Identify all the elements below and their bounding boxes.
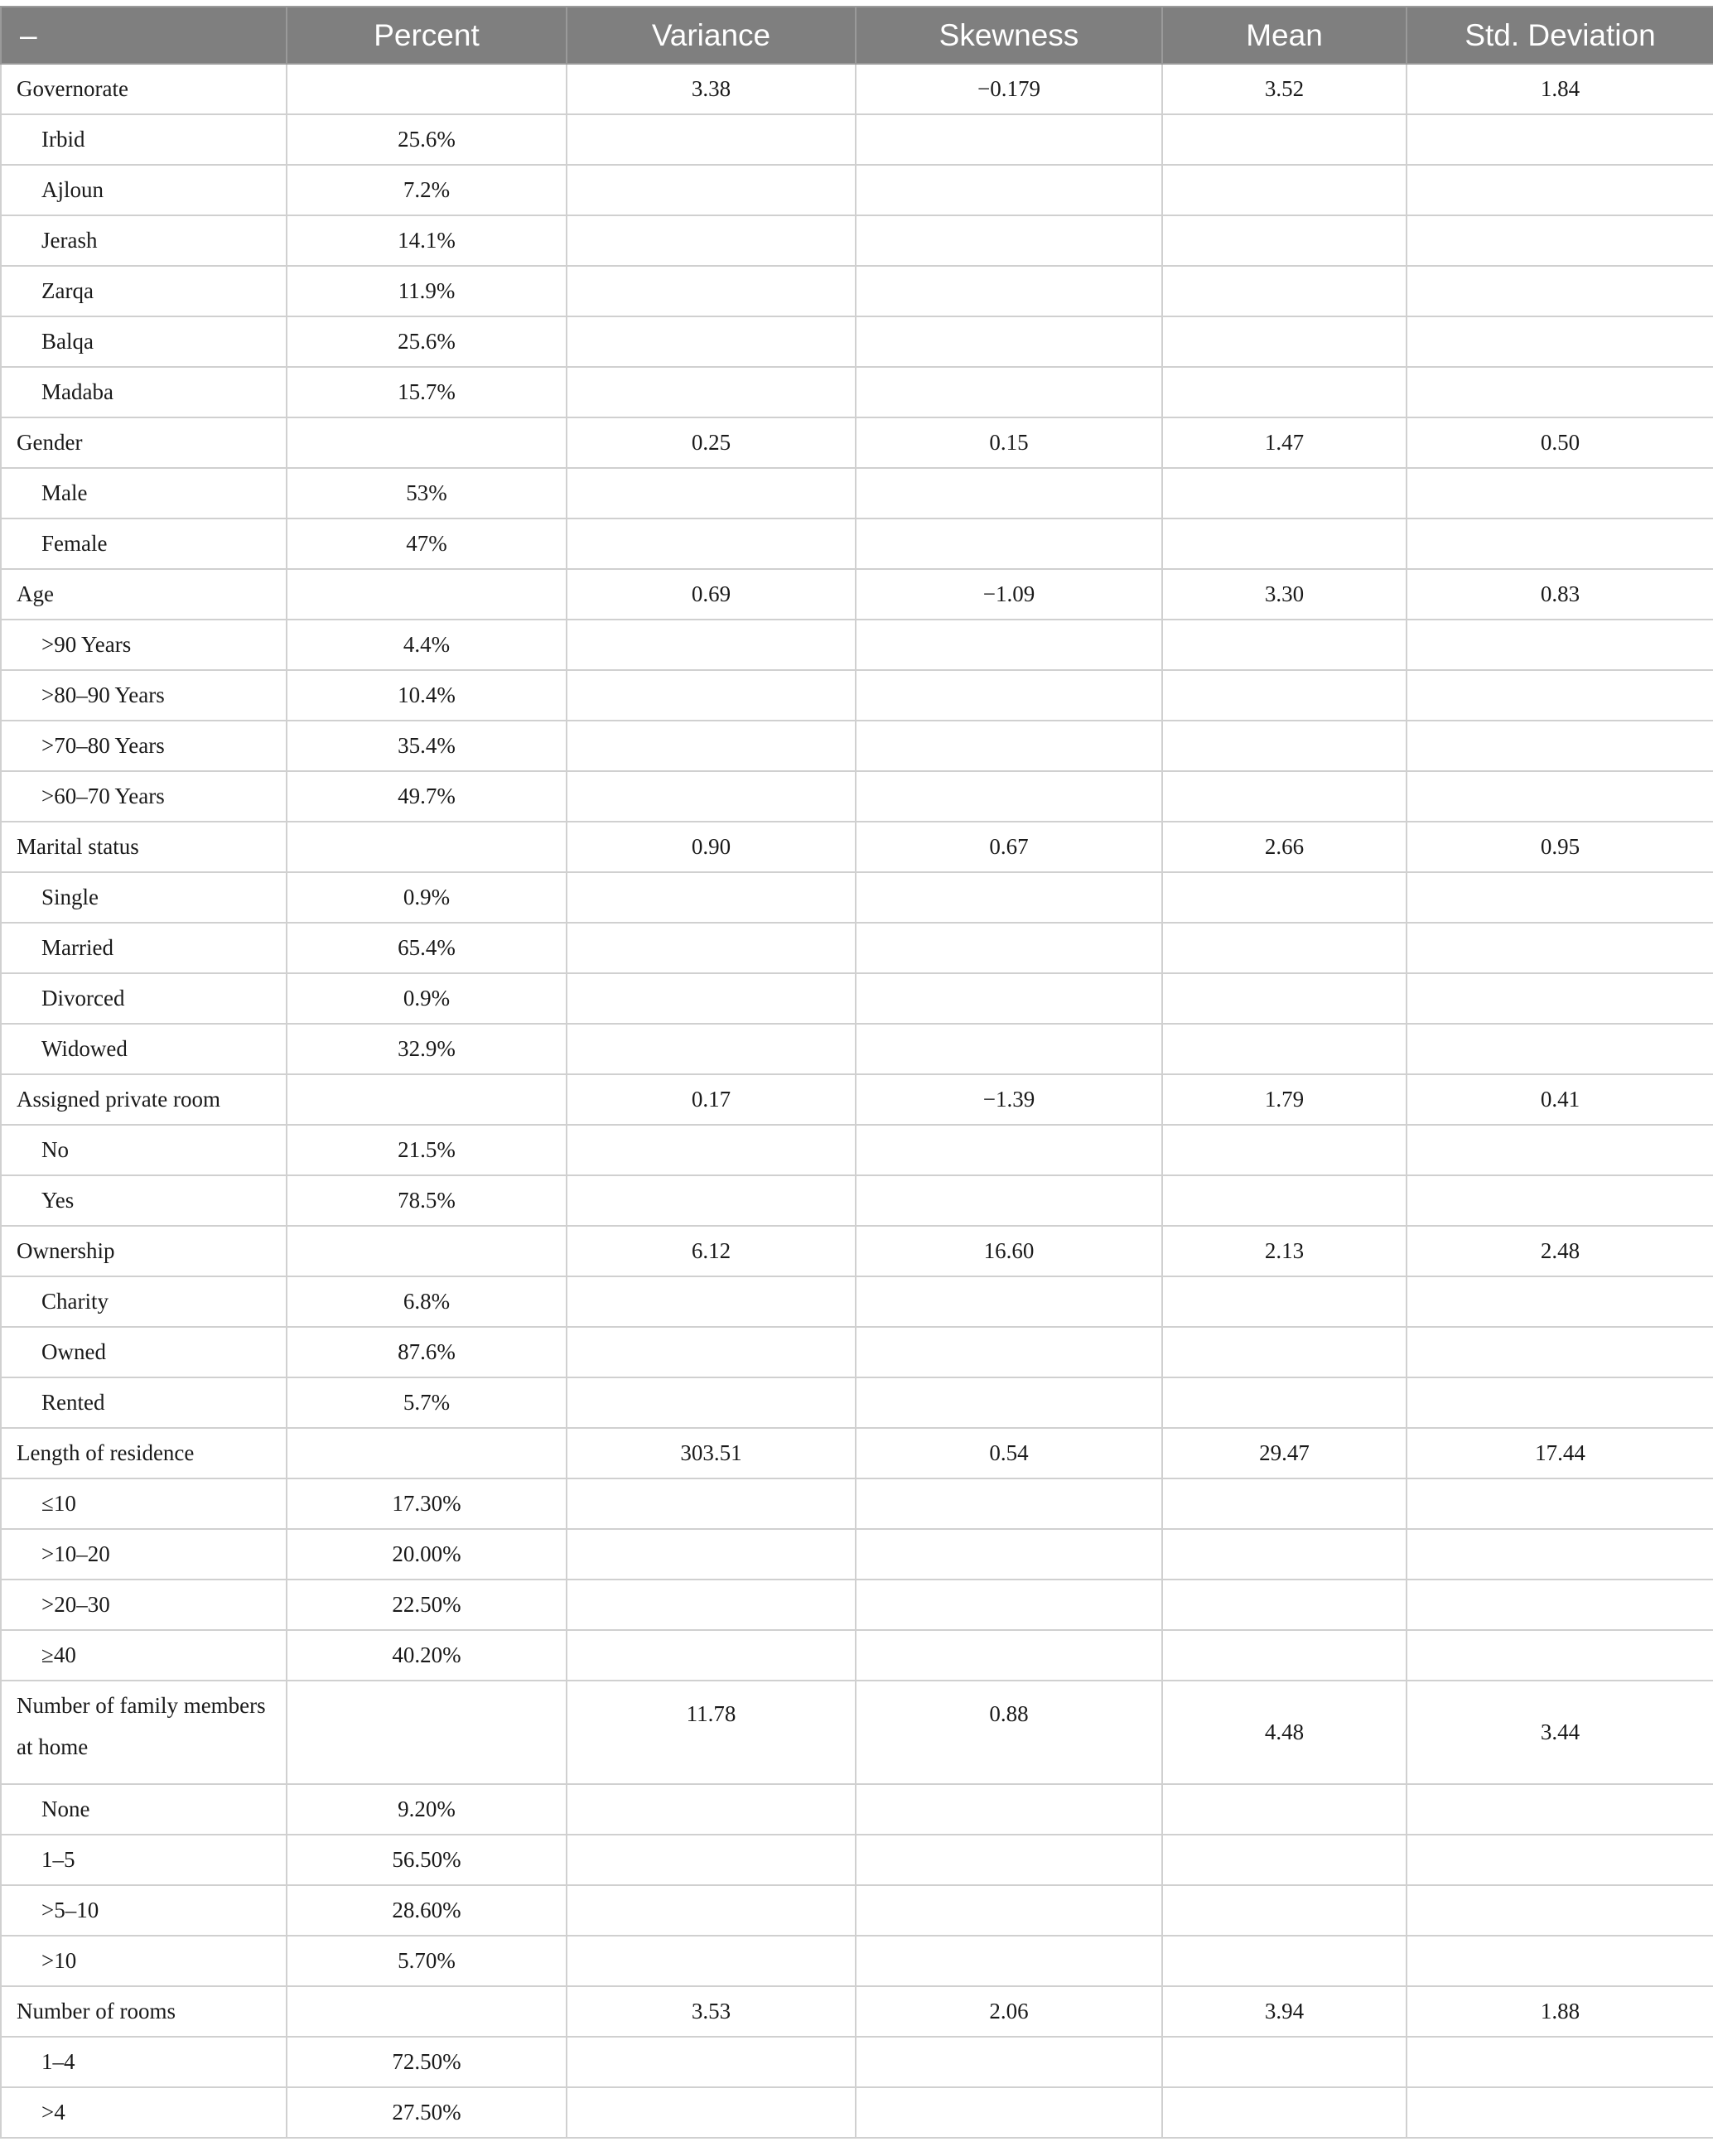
cell-skewness (856, 2037, 1162, 2087)
table-header (1, 7, 1713, 64)
cell-mean: 1.79 (1162, 1074, 1407, 1125)
cell-variance: 3.38 (567, 64, 856, 114)
cell-label: Age (1, 569, 287, 620)
cell-mean (1162, 114, 1407, 165)
cell-label: Madaba (1, 367, 287, 417)
cell-skewness (856, 165, 1162, 215)
cell-percent: 53% (287, 468, 567, 519)
cell-label: Zarqa (1, 266, 287, 316)
cell-std-deviation (1407, 973, 1713, 1024)
cell-percent: 27.50% (287, 2087, 567, 2138)
cell-percent (287, 569, 567, 620)
cell-mean (1162, 468, 1407, 519)
table-container (0, 6, 1713, 2139)
cell-skewness (856, 973, 1162, 1024)
cell-skewness: 0.15 (856, 417, 1162, 468)
cell-skewness: −1.09 (856, 569, 1162, 620)
cell-label: >70–80 Years (1, 721, 287, 771)
cell-label: Balqa (1, 316, 287, 367)
cell-label: Number of rooms (1, 1986, 287, 2037)
cell-mean (1162, 1327, 1407, 1377)
cell-mean (1162, 1630, 1407, 1681)
cell-percent (287, 1681, 567, 1784)
cell-percent: 72.50% (287, 2037, 567, 2087)
cell-label: Single (1, 872, 287, 923)
header-percent: Percent (287, 7, 567, 64)
cell-std-deviation: 17.44 (1407, 1428, 1713, 1478)
cell-label: No (1, 1125, 287, 1175)
header-mean: Mean (1162, 7, 1407, 64)
cell-mean (1162, 721, 1407, 771)
cell-mean: 3.30 (1162, 569, 1407, 620)
cell-std-deviation (1407, 114, 1713, 165)
cell-skewness: 0.67 (856, 822, 1162, 872)
cell-variance (567, 1835, 856, 1885)
cell-skewness (856, 1936, 1162, 1986)
cell-mean (1162, 1784, 1407, 1835)
cell-percent: 49.7% (287, 771, 567, 822)
cell-percent: 25.6% (287, 316, 567, 367)
cell-skewness (856, 923, 1162, 973)
cell-std-deviation (1407, 721, 1713, 771)
table-row-sub (1, 1327, 1713, 1377)
cell-percent: 14.1% (287, 215, 567, 266)
cell-percent (287, 1428, 567, 1478)
cell-label: Irbid (1, 114, 287, 165)
cell-mean: 2.66 (1162, 822, 1407, 872)
cell-std-deviation (1407, 468, 1713, 519)
table-row-sub (1, 1175, 1713, 1226)
cell-mean (1162, 1885, 1407, 1936)
cell-label: Charity (1, 1276, 287, 1327)
cell-mean (1162, 519, 1407, 569)
table-row-group (1, 417, 1713, 468)
cell-percent: 56.50% (287, 1835, 567, 1885)
cell-std-deviation: 0.95 (1407, 822, 1713, 872)
cell-std-deviation: 0.83 (1407, 569, 1713, 620)
cell-variance (567, 973, 856, 1024)
cell-label: >80–90 Years (1, 670, 287, 721)
cell-mean (1162, 1175, 1407, 1226)
cell-mean (1162, 1377, 1407, 1428)
cell-mean (1162, 923, 1407, 973)
cell-variance (567, 367, 856, 417)
cell-percent (287, 417, 567, 468)
cell-skewness (856, 1529, 1162, 1580)
cell-variance (567, 1936, 856, 1986)
cell-variance (567, 2087, 856, 2138)
cell-skewness (856, 1784, 1162, 1835)
cell-label: Jerash (1, 215, 287, 266)
cell-percent: 87.6% (287, 1327, 567, 1377)
table-row-sub (1, 1125, 1713, 1175)
cell-std-deviation (1407, 620, 1713, 670)
cell-std-deviation (1407, 1327, 1713, 1377)
cell-std-deviation (1407, 1125, 1713, 1175)
table-body (1, 64, 1713, 2138)
cell-skewness (856, 367, 1162, 417)
cell-percent: 0.9% (287, 872, 567, 923)
cell-variance (567, 468, 856, 519)
table-row-sub (1, 266, 1713, 316)
cell-label: >20–30 (1, 1580, 287, 1630)
cell-mean (1162, 2087, 1407, 2138)
cell-variance (567, 1024, 856, 1074)
cell-skewness: 2.06 (856, 1986, 1162, 2037)
cell-std-deviation (1407, 1580, 1713, 1630)
cell-variance (567, 1276, 856, 1327)
table-row-sub (1, 1377, 1713, 1428)
cell-skewness (856, 1327, 1162, 1377)
cell-std-deviation (1407, 1529, 1713, 1580)
cell-label: Owned (1, 1327, 287, 1377)
header-row (1, 7, 1713, 64)
cell-variance: 3.53 (567, 1986, 856, 2037)
cell-percent: 28.60% (287, 1885, 567, 1936)
cell-percent: 20.00% (287, 1529, 567, 1580)
cell-variance (567, 215, 856, 266)
cell-variance (567, 2037, 856, 2087)
cell-std-deviation (1407, 215, 1713, 266)
cell-skewness (856, 620, 1162, 670)
cell-variance (567, 721, 856, 771)
cell-std-deviation (1407, 165, 1713, 215)
cell-label: Ajloun (1, 165, 287, 215)
cell-skewness (856, 721, 1162, 771)
cell-percent: 9.20% (287, 1784, 567, 1835)
cell-label: >4 (1, 2087, 287, 2138)
cell-variance (567, 316, 856, 367)
cell-label: Yes (1, 1175, 287, 1226)
cell-label: >90 Years (1, 620, 287, 670)
cell-mean: 3.94 (1162, 1986, 1407, 2037)
cell-std-deviation (1407, 1784, 1713, 1835)
table-row-sub (1, 1276, 1713, 1327)
cell-label: 1–4 (1, 2037, 287, 2087)
table-row-sub (1, 1936, 1713, 1986)
cell-percent: 5.70% (287, 1936, 567, 1986)
cell-variance (567, 1377, 856, 1428)
cell-skewness: 0.88 (856, 1681, 1162, 1784)
cell-std-deviation (1407, 2037, 1713, 2087)
table-row-sub (1, 1630, 1713, 1681)
table-row-group (1, 569, 1713, 620)
cell-percent: 5.7% (287, 1377, 567, 1428)
cell-label: ≤10 (1, 1478, 287, 1529)
descriptive-stats-table (0, 6, 1713, 2139)
cell-mean (1162, 367, 1407, 417)
cell-skewness (856, 114, 1162, 165)
cell-mean: 4.48 (1162, 1681, 1407, 1784)
cell-variance (567, 1175, 856, 1226)
cell-skewness: 0.54 (856, 1428, 1162, 1478)
cell-percent: 0.9% (287, 973, 567, 1024)
cell-percent: 65.4% (287, 923, 567, 973)
table-row-sub (1, 721, 1713, 771)
cell-percent: 47% (287, 519, 567, 569)
cell-variance (567, 1580, 856, 1630)
cell-std-deviation (1407, 519, 1713, 569)
cell-label: >5–10 (1, 1885, 287, 1936)
cell-percent: 15.7% (287, 367, 567, 417)
cell-mean (1162, 1478, 1407, 1529)
cell-percent: 22.50% (287, 1580, 567, 1630)
cell-mean (1162, 670, 1407, 721)
cell-variance (567, 519, 856, 569)
cell-skewness (856, 1175, 1162, 1226)
cell-percent: 10.4% (287, 670, 567, 721)
table-row-sub (1, 1835, 1713, 1885)
cell-variance: 6.12 (567, 1226, 856, 1276)
cell-label: Length of residence (1, 1428, 287, 1478)
table-row-sub (1, 1580, 1713, 1630)
cell-percent: 6.8% (287, 1276, 567, 1327)
table-row-sub (1, 215, 1713, 266)
cell-skewness: −1.39 (856, 1074, 1162, 1125)
table-row-sub (1, 1529, 1713, 1580)
cell-skewness (856, 872, 1162, 923)
cell-label: Married (1, 923, 287, 973)
cell-percent: 32.9% (287, 1024, 567, 1074)
cell-mean (1162, 165, 1407, 215)
cell-variance: 0.90 (567, 822, 856, 872)
cell-label: Gender (1, 417, 287, 468)
cell-skewness (856, 266, 1162, 316)
cell-percent (287, 1226, 567, 1276)
cell-std-deviation (1407, 1478, 1713, 1529)
cell-mean (1162, 1276, 1407, 1327)
cell-skewness (856, 1885, 1162, 1936)
table-row-sub (1, 872, 1713, 923)
cell-std-deviation (1407, 1175, 1713, 1226)
cell-variance (567, 1529, 856, 1580)
cell-percent: 40.20% (287, 1630, 567, 1681)
cell-std-deviation (1407, 1885, 1713, 1936)
cell-mean (1162, 1024, 1407, 1074)
cell-label: Male (1, 468, 287, 519)
table-row-sub (1, 923, 1713, 973)
cell-variance (567, 1630, 856, 1681)
table-row-sub (1, 620, 1713, 670)
cell-percent: 78.5% (287, 1175, 567, 1226)
cell-mean (1162, 1835, 1407, 1885)
cell-std-deviation: 1.84 (1407, 64, 1713, 114)
cell-label: Widowed (1, 1024, 287, 1074)
cell-percent (287, 1074, 567, 1125)
cell-label: >60–70 Years (1, 771, 287, 822)
table-row-group (1, 1226, 1713, 1276)
cell-variance (567, 670, 856, 721)
cell-percent: 21.5% (287, 1125, 567, 1175)
cell-skewness: 16.60 (856, 1226, 1162, 1276)
cell-variance (567, 1784, 856, 1835)
cell-std-deviation (1407, 1630, 1713, 1681)
cell-label: 1–5 (1, 1835, 287, 1885)
cell-mean (1162, 771, 1407, 822)
cell-variance: 0.17 (567, 1074, 856, 1125)
table-row-sub (1, 114, 1713, 165)
cell-skewness (856, 1276, 1162, 1327)
cell-percent (287, 64, 567, 114)
cell-variance: 303.51 (567, 1428, 856, 1478)
cell-variance (567, 266, 856, 316)
cell-skewness (856, 1377, 1162, 1428)
cell-mean (1162, 1580, 1407, 1630)
cell-label: >10–20 (1, 1529, 287, 1580)
cell-std-deviation (1407, 1024, 1713, 1074)
cell-std-deviation (1407, 1936, 1713, 1986)
cell-mean: 3.52 (1162, 64, 1407, 114)
table-row-sub (1, 468, 1713, 519)
cell-skewness (856, 1630, 1162, 1681)
table-row-sub (1, 519, 1713, 569)
table-row-group (1, 1986, 1713, 2037)
cell-skewness (856, 316, 1162, 367)
table-row-group (1, 1681, 1713, 1784)
cell-mean: 29.47 (1162, 1428, 1407, 1478)
cell-percent: 7.2% (287, 165, 567, 215)
cell-mean (1162, 620, 1407, 670)
cell-skewness (856, 1024, 1162, 1074)
header-label: – (1, 7, 287, 64)
table-row-sub (1, 973, 1713, 1024)
cell-label: Divorced (1, 973, 287, 1024)
cell-mean (1162, 1125, 1407, 1175)
table-row-group (1, 64, 1713, 114)
cell-label: Number of family members at home (1, 1681, 287, 1784)
cell-percent (287, 1986, 567, 2037)
table-row-sub (1, 2037, 1713, 2087)
cell-skewness (856, 1835, 1162, 1885)
cell-skewness (856, 670, 1162, 721)
cell-percent: 35.4% (287, 721, 567, 771)
cell-label: Female (1, 519, 287, 569)
cell-std-deviation: 3.44 (1407, 1681, 1713, 1784)
table-row-sub (1, 771, 1713, 822)
table-row-sub (1, 1784, 1713, 1835)
cell-label: Ownership (1, 1226, 287, 1276)
cell-variance (567, 1125, 856, 1175)
cell-skewness (856, 2087, 1162, 2138)
cell-variance (567, 1327, 856, 1377)
cell-std-deviation: 0.41 (1407, 1074, 1713, 1125)
cell-label: ≥40 (1, 1630, 287, 1681)
cell-label: Assigned private room (1, 1074, 287, 1125)
cell-variance (567, 1885, 856, 1936)
cell-std-deviation (1407, 771, 1713, 822)
cell-mean (1162, 872, 1407, 923)
cell-skewness (856, 1478, 1162, 1529)
cell-skewness (856, 1125, 1162, 1175)
header-std-deviation: Std. Deviation (1407, 7, 1713, 64)
cell-percent (287, 822, 567, 872)
cell-percent: 11.9% (287, 266, 567, 316)
cell-skewness (856, 771, 1162, 822)
header-skewness: Skewness (856, 7, 1162, 64)
cell-std-deviation (1407, 1377, 1713, 1428)
header-variance: Variance (567, 7, 856, 64)
cell-mean (1162, 1936, 1407, 1986)
cell-percent: 4.4% (287, 620, 567, 670)
cell-variance (567, 872, 856, 923)
cell-label: None (1, 1784, 287, 1835)
cell-std-deviation (1407, 1835, 1713, 1885)
cell-label: >10 (1, 1936, 287, 1986)
table-row-sub (1, 165, 1713, 215)
cell-variance: 0.69 (567, 569, 856, 620)
cell-variance (567, 771, 856, 822)
cell-mean (1162, 973, 1407, 1024)
cell-percent: 17.30% (287, 1478, 567, 1529)
table-row-group (1, 822, 1713, 872)
cell-mean (1162, 1529, 1407, 1580)
cell-label: Governorate (1, 64, 287, 114)
cell-mean (1162, 215, 1407, 266)
cell-std-deviation (1407, 367, 1713, 417)
cell-variance (567, 620, 856, 670)
cell-percent: 25.6% (287, 114, 567, 165)
cell-skewness (856, 468, 1162, 519)
cell-std-deviation (1407, 923, 1713, 973)
cell-skewness (856, 1580, 1162, 1630)
cell-mean (1162, 2037, 1407, 2087)
table-row-sub (1, 367, 1713, 417)
cell-label: Marital status (1, 822, 287, 872)
table-row-sub (1, 316, 1713, 367)
cell-variance (567, 165, 856, 215)
cell-std-deviation (1407, 872, 1713, 923)
cell-variance (567, 923, 856, 973)
cell-skewness (856, 519, 1162, 569)
cell-std-deviation: 2.48 (1407, 1226, 1713, 1276)
cell-std-deviation (1407, 316, 1713, 367)
cell-std-deviation (1407, 2087, 1713, 2138)
cell-mean: 1.47 (1162, 417, 1407, 468)
table-row-group (1, 1428, 1713, 1478)
cell-variance: 11.78 (567, 1681, 856, 1784)
table-row-group (1, 1074, 1713, 1125)
table-row-sub (1, 1024, 1713, 1074)
cell-mean (1162, 316, 1407, 367)
table-row-sub (1, 2087, 1713, 2138)
cell-std-deviation (1407, 266, 1713, 316)
cell-variance (567, 1478, 856, 1529)
cell-std-deviation (1407, 670, 1713, 721)
table-row-sub (1, 1478, 1713, 1529)
cell-mean: 2.13 (1162, 1226, 1407, 1276)
cell-skewness: −0.179 (856, 64, 1162, 114)
cell-std-deviation: 1.88 (1407, 1986, 1713, 2037)
cell-std-deviation: 0.50 (1407, 417, 1713, 468)
table-row-sub (1, 1885, 1713, 1936)
cell-label: Rented (1, 1377, 287, 1428)
table-row-sub (1, 670, 1713, 721)
cell-variance: 0.25 (567, 417, 856, 468)
cell-std-deviation (1407, 1276, 1713, 1327)
cell-skewness (856, 215, 1162, 266)
cell-variance (567, 114, 856, 165)
cell-mean (1162, 266, 1407, 316)
